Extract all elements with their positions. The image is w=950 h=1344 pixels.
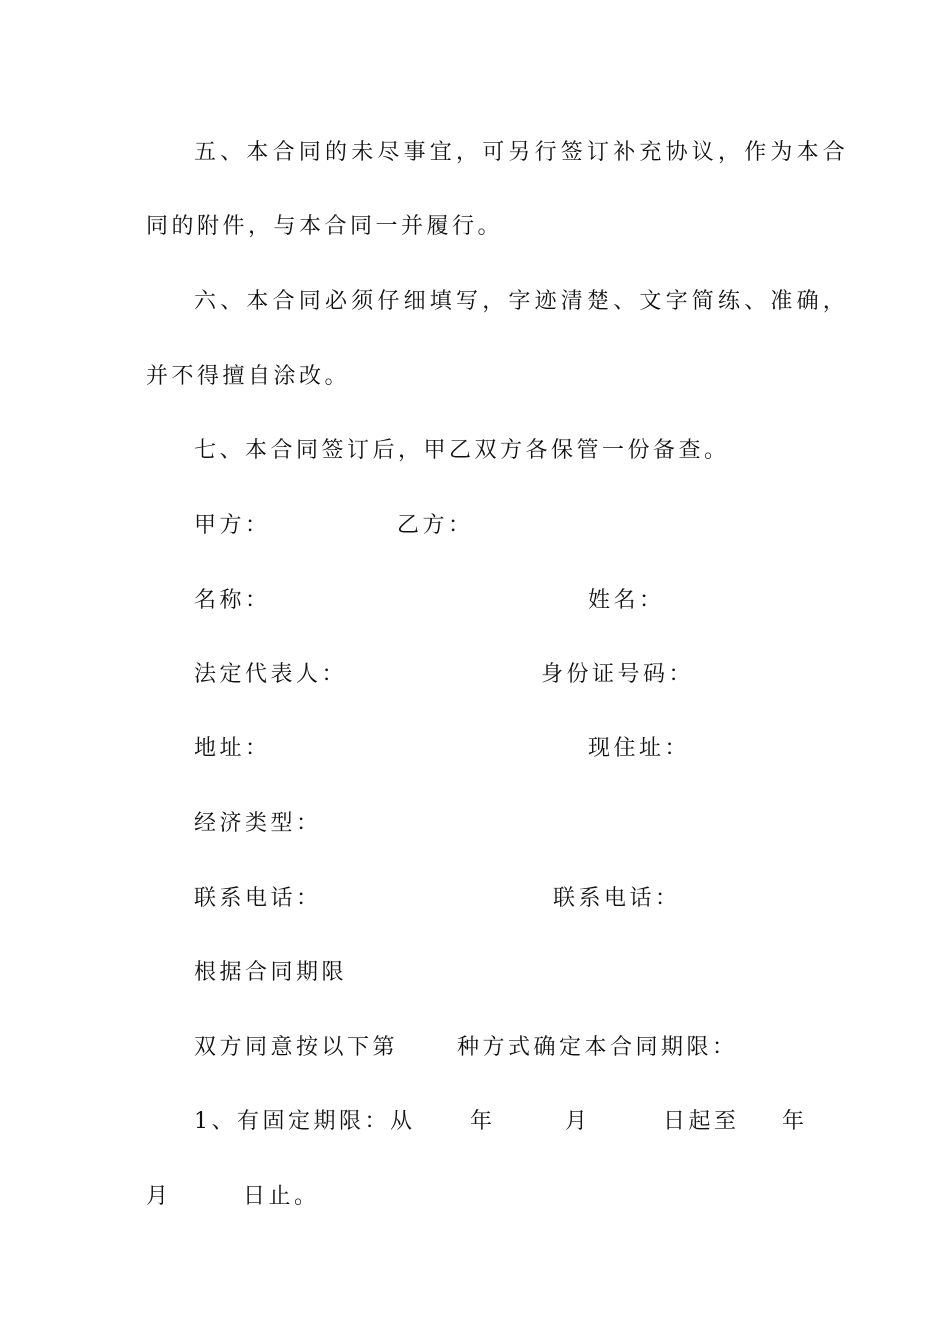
clause-5-line-2: 同的附件，与本合同一并履行。: [146, 214, 504, 239]
party-a-label: 甲方：: [194, 513, 271, 538]
phone-a-label: 联系电话：: [194, 886, 322, 911]
month-label-2: 月: [146, 1184, 172, 1209]
current-address-label: 现住址：: [588, 736, 691, 761]
year-label-1: 年: [470, 1109, 496, 1134]
term-heading: 根据合同期限: [194, 960, 348, 985]
clause-6-line-1: 六、本合同必须仔细填写，字迹清楚、文字简练、准确，: [194, 289, 850, 314]
economic-type-label: 经济类型：: [194, 811, 322, 836]
address-label: 地址：: [194, 736, 271, 761]
day-until-label: 日止。: [243, 1184, 320, 1209]
person-name-label: 姓名：: [588, 588, 665, 613]
day-from-label: 日起至: [663, 1109, 740, 1134]
term-choice-prefix: 双方同意按以下第: [194, 1035, 399, 1060]
year-label-2: 年: [782, 1109, 808, 1134]
clause-7: 七、本合同签订后，甲乙双方各保管一份备查。: [194, 438, 730, 463]
phone-b-label: 联系电话：: [553, 886, 681, 911]
clause-5-line-1: 五、本合同的未尽事宜，可另行签订补充协议，作为本合: [194, 140, 850, 165]
clause-6-line-2: 并不得擅自涂改。: [146, 364, 351, 389]
legal-representative-label: 法定代表人：: [194, 662, 348, 687]
id-number-label: 身份证号码：: [541, 662, 695, 687]
fixed-term-prefix: 1、有固定期限：从: [194, 1109, 416, 1134]
term-choice-suffix: 种方式确定本合同期限：: [457, 1035, 738, 1060]
name-label: 名称：: [194, 588, 271, 613]
party-b-label: 乙方：: [397, 513, 474, 538]
month-label-1: 月: [565, 1109, 591, 1134]
